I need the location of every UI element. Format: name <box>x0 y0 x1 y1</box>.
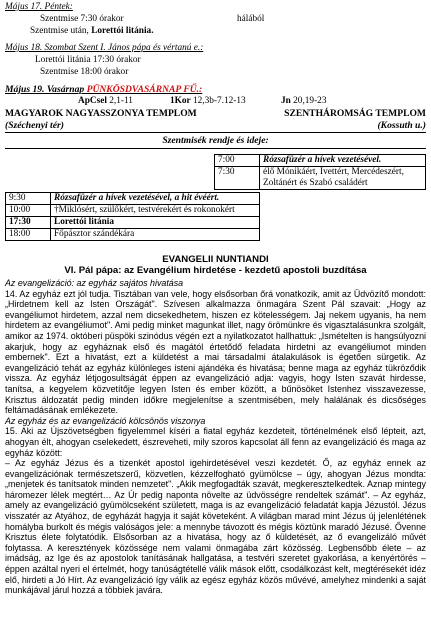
church-right-sub: (Kossuth u.) <box>377 120 426 131</box>
article-body <box>5 278 426 596</box>
left-schedule-text: Rózsafüzér a hívek vezetésével, a hit évéért. <box>51 193 260 205</box>
may19-heading-red: PÜNKÖSDVASÁRNAP FŰ.: <box>86 84 203 95</box>
section1-title: Az evangelizáció: az egyház sajátos hivatása <box>5 278 184 288</box>
reading2-label: 1Kor <box>170 96 191 106</box>
may17-line2-prefix: Szentmise után, <box>30 26 92 36</box>
right-schedule-row <box>215 167 426 190</box>
may19-heading <box>5 84 426 95</box>
may17-line2 <box>30 26 426 37</box>
article-title: EVANGELII NUNTIANDI <box>162 254 269 265</box>
right-schedule-time: 7:30 <box>215 167 260 190</box>
may17-note: hálából <box>237 14 265 24</box>
may18-line1: Lorettói litánia 17:30 órakor <box>35 55 141 65</box>
reading3-label: Jn <box>281 96 291 106</box>
left-schedule-time: 17:30 <box>6 217 51 229</box>
reading1-label: ApCsel <box>78 96 107 106</box>
may17-line2-bold: Lorettói litánia. <box>91 26 154 36</box>
section2-text: 15. Aki az Újszövetségben figyelemmel kíséri a fiatal egyház kezdeteit, történelmének első lépteit, azt, ahogyan élt, ahogyan cselekedett, észreveheti, mily szoros kapcsolat áll fenn az evangelizáció és maga az egyház között: <box>5 426 426 458</box>
right-schedule-row <box>215 155 426 167</box>
may17-line1 <box>40 14 426 25</box>
schedule-top-rule <box>5 132 426 133</box>
may18-line2: Szentmise 18:00 órakor <box>40 67 129 77</box>
may19-heading-prefix: Május 19. Vasárnap <box>5 84 87 95</box>
church-row <box>5 108 426 119</box>
schedule-title-rule <box>5 148 426 149</box>
left-schedule-row <box>6 217 260 229</box>
reading2-ref: 12,3b-7.12-13 <box>192 96 246 106</box>
right-schedule-table <box>214 154 426 190</box>
left-schedule-text: Főpásztor szándékára <box>51 229 260 241</box>
section2-title: Az egyház és az evangelizáció kölcsönös viszonya <box>5 415 206 426</box>
section2-text2: – Az egyház Jézus és a tizenkét apostol igehirdetésével veszi kezdetét. Ő, az egyház ennek az evangelizációnak természetszerű, közvetlen, kézzelfogható gyümölcse – úgy, ahogyan Jézus mondta: „menjetek és tanítsatok minden nemzetet". „Akik megfogadták szavát, megkeresztelkedtek. Aznap mintegy háromezer lélek megtért… Az Úr pedig naponta növelte az üdvösségre rendeltek számát". – Az egyház, amely az evangelizáció gyümölcseként született, maga is az evangelizáció feladatát kapja Jézustól. Jézus visszatér az Atyához, de egyházát hagyja it saját követeként. A világban marad mint Jézus új jelenlétének homályba burkolt és mégis valóságos jele: a mennybe távozott és mégis köztünk maradó Jézusé. Ővenne Krisztus élete folytatódik. Elsősorban az a hivatása, hogy az ő küldetését, az ő evangelizáló művét folytassa. A keresztények közössége nem valami önmagába zárt közösség. Legbensőbb élete – az imádság, az Ige és az apostolok tanításának hallgatása, a testvéri szeretet gyakorlása, a kenyértörés – éppen azáltal nyeri el értelmét, hogy tanúságtétellé válik mások előtt, csodálkozást kelt, megtérésekét idéz elő, hirdeti a Jó Hírt. Az evangelizáció így válik az egész egyház közös művévé, amelyhez mindenki a saját munkájával járul hozzá a többiek javára. <box>5 458 426 596</box>
reading1-ref: 2,1-11 <box>109 96 133 106</box>
reading3-ref: 20,19-23 <box>293 96 327 106</box>
left-schedule-time: 10:00 <box>6 205 51 217</box>
schedule-title: Szentmisék rendje és ideje: <box>162 135 269 146</box>
left-schedule-table <box>5 192 260 241</box>
article-subtitle: VI. Pál pápa: az Evangélium hirdetése - kezdetű apostoli buzdítása <box>64 265 367 276</box>
may17-heading: Május 17. Péntek: <box>5 2 73 12</box>
right-schedule-text: Rózsafüzér a hívek vezetésével. <box>260 155 426 167</box>
church-right: SZENTHÁROMSÁG TEMPLOM <box>284 108 426 119</box>
section1-text: 14. Az egyház ezt jól tudja. Tisztában van vele, hogy elsősorban őrá vonatkozik, amit az Üdvözítő mondott: „Hirdetnem kell az Isten Országát". Szívesen alkalmazza önmagára Szent Pál szavait: „Hogy az evangéliumot hirdetem, azzal nem dicsekedhetem, hiszen ez kötelességem. Jaj nekem ugyanis, ha nem hirdetem az evangéliumot". Ami pedig minket magunkat illet, nagy örömünkre és vigasztalásunkra szolgált, amikor az 1974. októberi püspöki szinódus végén ezt a nyilatkozatot hallhattuk: „Ismételten is hangsúlyozni akarjuk, hogy az egyháznak első és magától értetődő feladata hirdetni az evangéliumot minden embernek". Ezt a hivatást, ezt a küldetést a mai társadalmi átalakulások is égetően sürgetik. Az evangelizáció tehát az egyház különleges isteni ajándéka és hivatása; benne maga az egyház tükröződik vissza. Az egyház létjogosultságát éppen az evangelizáció adja: vagyis, hogy Isten szavát hirdesse, tanítsa, a kegyelem közvetítője legyen Isten és ember között, a bűnösöket Istenhez visszavezesse, Krisztus áldozatát pedig minden időkre megjelenítse a szentmisében, mely halálának és dicsőséges feltámadásának emlékezete. <box>5 288 426 416</box>
left-schedule-text: †Miklósért, szülőkért, testvérekért és rokonokért <box>51 205 260 217</box>
church-left-sub: (Széchenyi tér) <box>5 120 64 131</box>
may18-heading: Május 18. Szombat Szent I. János pápa és vértanú e.: <box>5 43 204 53</box>
right-schedule-text: élő Mónikáért, Ivettért, Mercédeszért, Zoltánért és Szabó családért <box>260 167 426 190</box>
left-schedule-row <box>6 205 260 217</box>
may17-time: Szentmise 7:30 órakor <box>40 14 124 24</box>
left-schedule-time: 18:00 <box>6 229 51 241</box>
readings <box>78 96 426 107</box>
left-schedule-row <box>6 229 260 241</box>
right-schedule-time: 7:00 <box>215 155 260 167</box>
church-sub-row <box>5 120 426 131</box>
left-schedule-time: 9:30 <box>6 193 51 205</box>
left-schedule-row <box>6 193 260 205</box>
church-left: MAGYAROK NAGYASSZONYA TEMPLOM <box>5 108 197 119</box>
left-schedule-text: Lorettói litánia <box>51 217 260 229</box>
